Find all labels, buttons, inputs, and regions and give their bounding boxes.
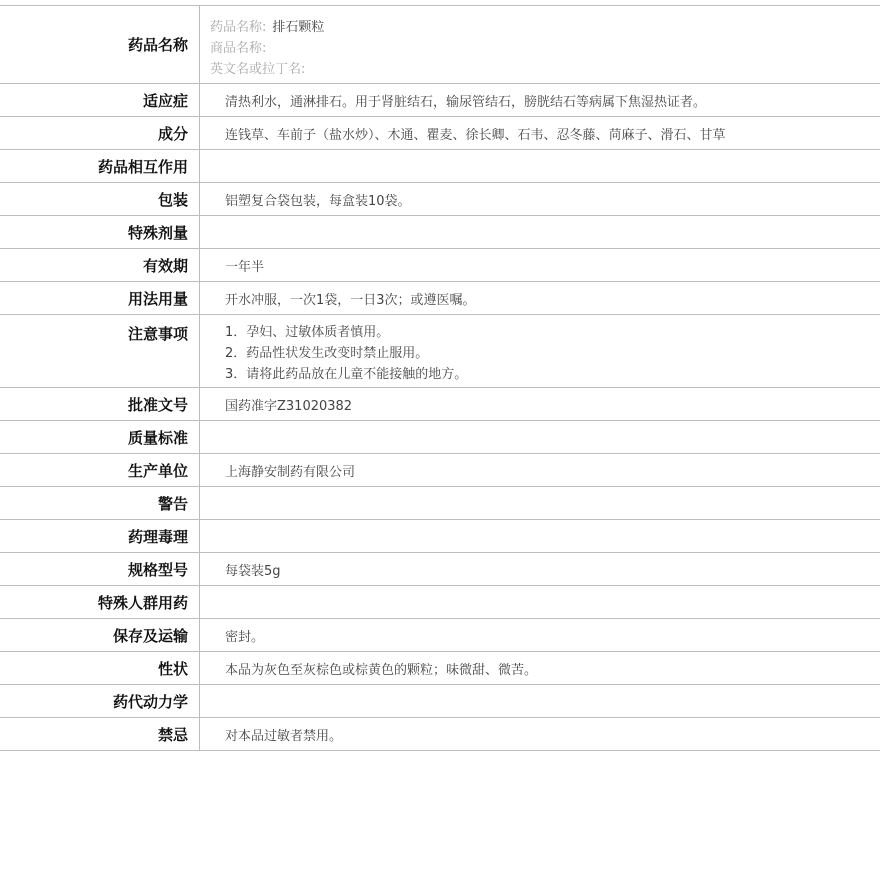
precautions-list [200, 315, 880, 387]
row-special-population [0, 586, 880, 619]
row-value [200, 421, 880, 453]
row-label: 有效期 [0, 249, 200, 281]
row-value: 一年半 [225, 259, 265, 275]
trade-name-line [210, 38, 324, 59]
row-label: 保存及运输 [0, 619, 200, 651]
row-label: 特殊人群用药 [0, 586, 200, 618]
row-value: 对本品过敏者禁用。 [225, 728, 343, 744]
row-packaging [0, 183, 880, 216]
row-value: 开水冲服，一次1袋，一日3次；或遵医嘱。 [225, 292, 476, 308]
row-value: 铝塑复合袋包装，每盒装10袋。 [225, 193, 411, 209]
row-label: 质量标准 [0, 421, 200, 453]
row-label: 特殊剂量 [0, 216, 200, 248]
row-precautions [0, 315, 880, 388]
row-value [200, 150, 880, 182]
row-value [200, 685, 880, 717]
row-value: 清热利水，通淋排石。用于肾脏结石，输尿管结石，膀胱结石等病属下焦湿热证者。 [225, 94, 707, 110]
row-label: 规格型号 [0, 553, 200, 585]
row-value: 密封。 [225, 629, 265, 645]
name-details [200, 6, 324, 83]
row-indications [0, 84, 880, 117]
drug-name-line [210, 17, 324, 38]
row-contraindications [0, 718, 880, 751]
row-special-dosage [0, 216, 880, 249]
row-pharmacokinetics [0, 685, 880, 718]
row-quality-standard [0, 421, 880, 454]
row-value: 上海静安制药有限公司 [225, 464, 356, 480]
row-value: 国药准字Z31020382 [225, 398, 353, 414]
row-label: 适应症 [0, 84, 200, 116]
row-label: 批准文号 [0, 388, 200, 420]
trade-name-key: 商品名称: [210, 41, 267, 56]
english-name-key: 英文名或拉丁名: [210, 62, 306, 77]
row-specification [0, 553, 880, 586]
row-value [200, 487, 880, 519]
row-warning [0, 487, 880, 520]
row-label: 成分 [0, 117, 200, 149]
row-value [200, 520, 880, 552]
row-label: 注意事项 [0, 315, 200, 387]
row-label: 药理毒理 [0, 520, 200, 552]
drug-name-key: 药品名称: [210, 20, 267, 35]
precaution-item: 3．请将此药品放在儿童不能接触的地方。 [225, 367, 468, 382]
row-properties [0, 652, 880, 685]
drug-info-table [0, 5, 880, 751]
row-label: 生产单位 [0, 454, 200, 486]
english-name-line [210, 59, 324, 80]
precaution-item: 2．药品性状发生改变时禁止服用。 [225, 346, 429, 361]
row-pharmacology [0, 520, 880, 553]
row-manufacturer [0, 454, 880, 487]
row-value: 本品为灰色至灰棕色或棕黄色的颗粒；味微甜、微苦。 [225, 662, 538, 678]
row-label: 药代动力学 [0, 685, 200, 717]
row-interactions [0, 150, 880, 183]
drug-name-value: 排石颗粒 [272, 20, 325, 35]
row-value [200, 216, 880, 248]
row-usage [0, 282, 880, 315]
row-label: 禁忌 [0, 718, 200, 750]
row-drug-name [0, 6, 880, 84]
row-approval [0, 388, 880, 421]
row-ingredients [0, 117, 880, 150]
precaution-item: 1．孕妇、过敏体质者慎用。 [225, 325, 390, 340]
row-value: 连钱草、车前子（盐水炒）、木通、瞿麦、徐长卿、石韦、忍冬藤、苘麻子、滑石、甘草 [225, 127, 726, 143]
row-label: 用法用量 [0, 282, 200, 314]
row-shelf-life [0, 249, 880, 282]
row-storage [0, 619, 880, 652]
row-label: 性状 [0, 652, 200, 684]
row-value: 每袋装5g [225, 563, 281, 579]
row-label: 药品相互作用 [0, 150, 200, 182]
row-label: 药品名称 [0, 6, 200, 83]
row-label: 警告 [0, 487, 200, 519]
row-label: 包装 [0, 183, 200, 215]
row-value [200, 586, 880, 618]
